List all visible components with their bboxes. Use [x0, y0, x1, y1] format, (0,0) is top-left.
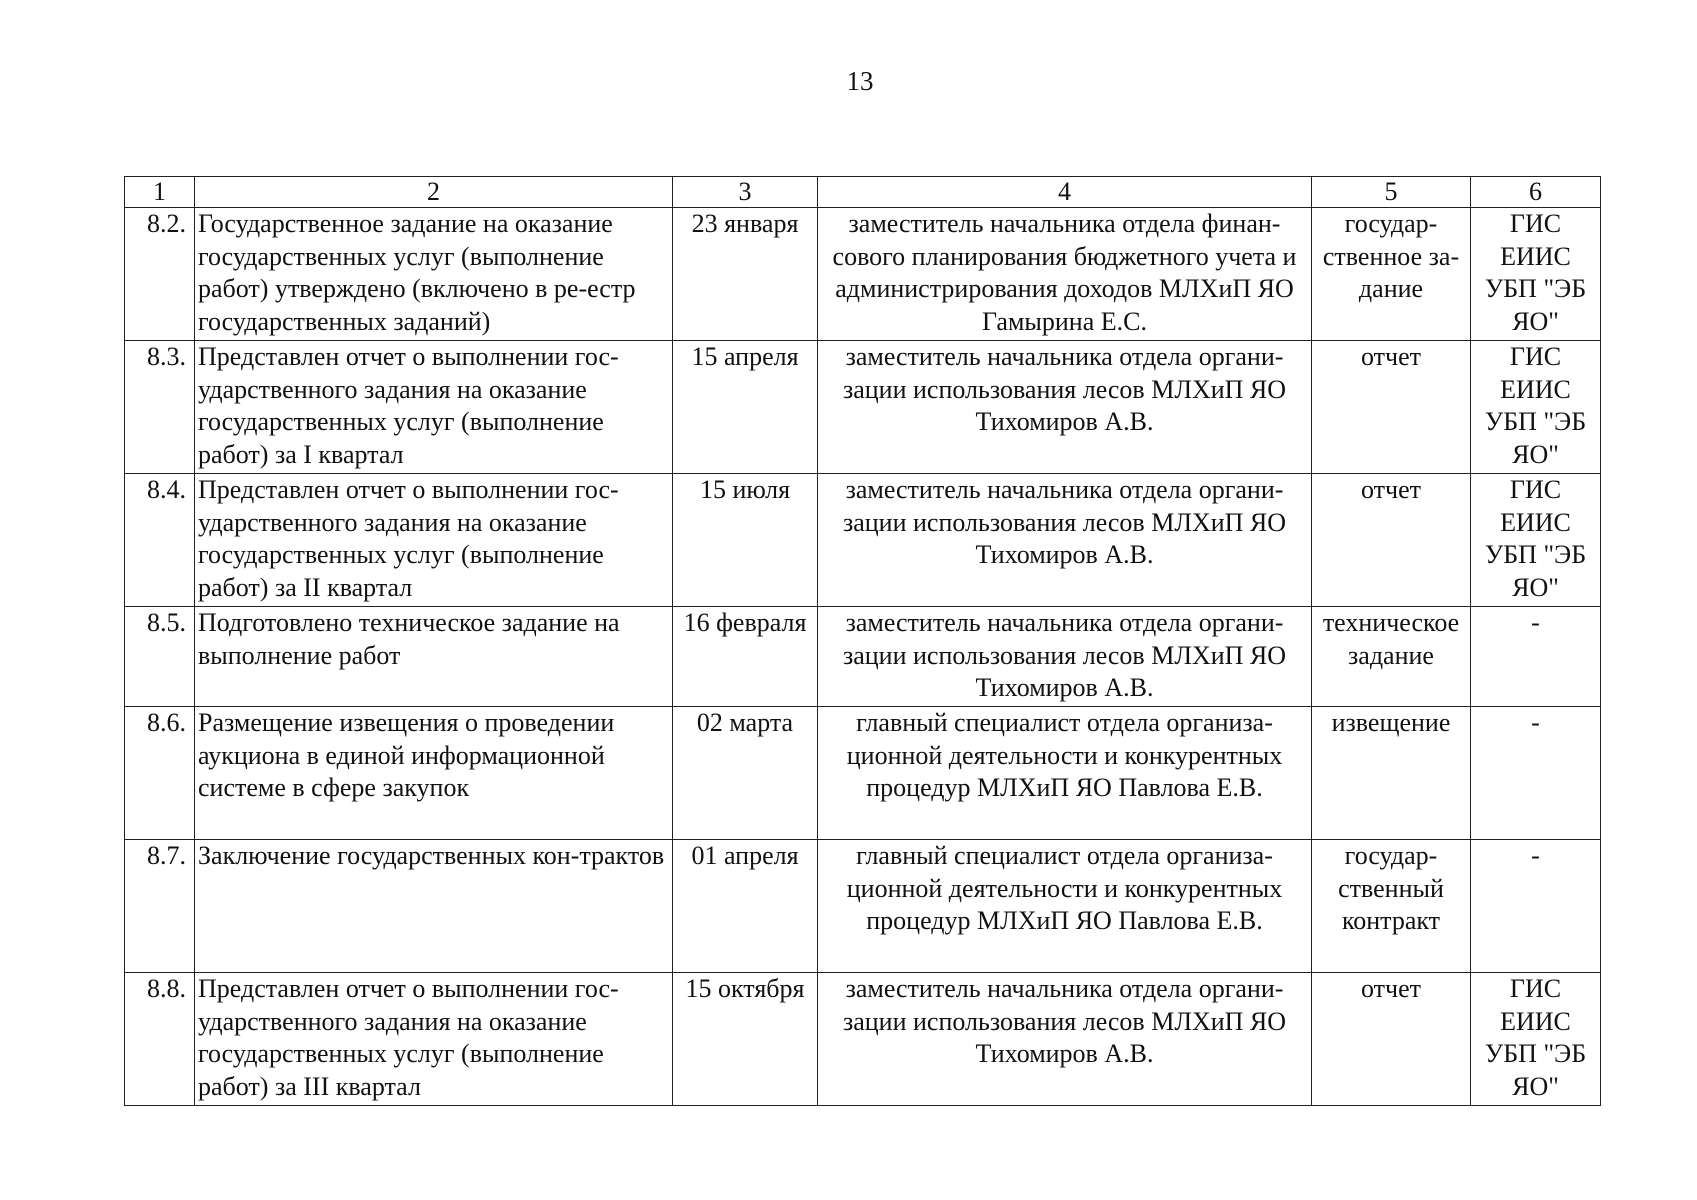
- system-cell: ГИС ЕИИС УБП "ЭБ ЯО": [1471, 973, 1601, 1106]
- document-cell: государ-ственное за-дание: [1312, 208, 1471, 341]
- table-row: [125, 973, 1601, 1106]
- system-cell: -: [1471, 840, 1601, 973]
- date-cell: 15 июля: [673, 474, 818, 607]
- system-cell: ГИС ЕИИС УБП "ЭБ ЯО": [1471, 208, 1601, 341]
- table-row: [125, 840, 1601, 973]
- row-number: 8.2.: [125, 208, 195, 341]
- event-cell: Представлен отчет о выполнении гос-ударственного задания на оказание государственных услуг (выполнение работ) за II квартал: [195, 474, 673, 607]
- document-cell: извещение: [1312, 707, 1471, 840]
- document-cell: отчет: [1312, 973, 1471, 1106]
- column-header: 2: [195, 177, 673, 208]
- column-header: 5: [1312, 177, 1471, 208]
- plan-table: [124, 176, 1601, 1106]
- document-cell: техническое задание: [1312, 607, 1471, 707]
- table-header-row: [125, 177, 1601, 208]
- date-cell: 15 апреля: [673, 341, 818, 474]
- system-cell: -: [1471, 707, 1601, 840]
- page-number: 13: [846, 66, 874, 96]
- responsible-cell: заместитель начальника отдела органи-зации использования лесов МЛХиП ЯО Тихомиров А.В.: [818, 607, 1312, 707]
- table-row: [125, 607, 1601, 707]
- table-row: [125, 707, 1601, 840]
- responsible-cell: главный специалист отдела организа-ционной деятельности и конкурентных процедур МЛХиП ЯО Павлова Е.В.: [818, 707, 1312, 840]
- system-cell: ГИС ЕИИС УБП "ЭБ ЯО": [1471, 474, 1601, 607]
- event-cell: Государственное задание на оказание государственных услуг (выполнение работ) утверждено (включено в ре-естр государственных заданий): [195, 208, 673, 341]
- table-row: [125, 208, 1601, 341]
- date-cell: 16 февраля: [673, 607, 818, 707]
- document-cell: государ-ственный контракт: [1312, 840, 1471, 973]
- column-header: 6: [1471, 177, 1601, 208]
- date-cell: 01 апреля: [673, 840, 818, 973]
- row-number: 8.5.: [125, 607, 195, 707]
- date-cell: 02 марта: [673, 707, 818, 840]
- system-cell: -: [1471, 607, 1601, 707]
- responsible-cell: заместитель начальника отдела финан-сового планирования бюджетного учета и администрирования доходов МЛХиП ЯО Гамырина Е.С.: [818, 208, 1312, 341]
- column-header: 1: [125, 177, 195, 208]
- row-number: 8.4.: [125, 474, 195, 607]
- row-number: 8.8.: [125, 973, 195, 1106]
- row-number: 8.3.: [125, 341, 195, 474]
- document-cell: отчет: [1312, 341, 1471, 474]
- responsible-cell: главный специалист отдела организа-ционной деятельности и конкурентных процедур МЛХиП ЯО Павлова Е.В.: [818, 840, 1312, 973]
- event-cell: Заключение государственных кон-трактов: [195, 840, 673, 973]
- row-number: 8.7.: [125, 840, 195, 973]
- event-cell: Представлен отчет о выполнении гос-ударственного задания на оказание государственных услуг (выполнение работ) за I квартал: [195, 341, 673, 474]
- event-cell: Представлен отчет о выполнении гос-ударственного задания на оказание государственных услуг (выполнение работ) за III квартал: [195, 973, 673, 1106]
- date-cell: 15 октября: [673, 973, 818, 1106]
- system-cell: ГИС ЕИИС УБП "ЭБ ЯО": [1471, 341, 1601, 474]
- document-cell: отчет: [1312, 474, 1471, 607]
- column-header: 3: [673, 177, 818, 208]
- table-row: [125, 341, 1601, 474]
- event-cell: Размещение извещения о проведении аукциона в единой информационной системе в сфере закупок: [195, 707, 673, 840]
- column-header: 4: [818, 177, 1312, 208]
- responsible-cell: заместитель начальника отдела органи-зации использования лесов МЛХиП ЯО Тихомиров А.В.: [818, 973, 1312, 1106]
- row-number: 8.6.: [125, 707, 195, 840]
- responsible-cell: заместитель начальника отдела органи-зации использования лесов МЛХиП ЯО Тихомиров А.В.: [818, 341, 1312, 474]
- event-cell: Подготовлено техническое задание на выполнение работ: [195, 607, 673, 707]
- date-cell: 23 января: [673, 208, 818, 341]
- table-row: [125, 474, 1601, 607]
- responsible-cell: заместитель начальника отдела органи-зации использования лесов МЛХиП ЯО Тихомиров А.В.: [818, 474, 1312, 607]
